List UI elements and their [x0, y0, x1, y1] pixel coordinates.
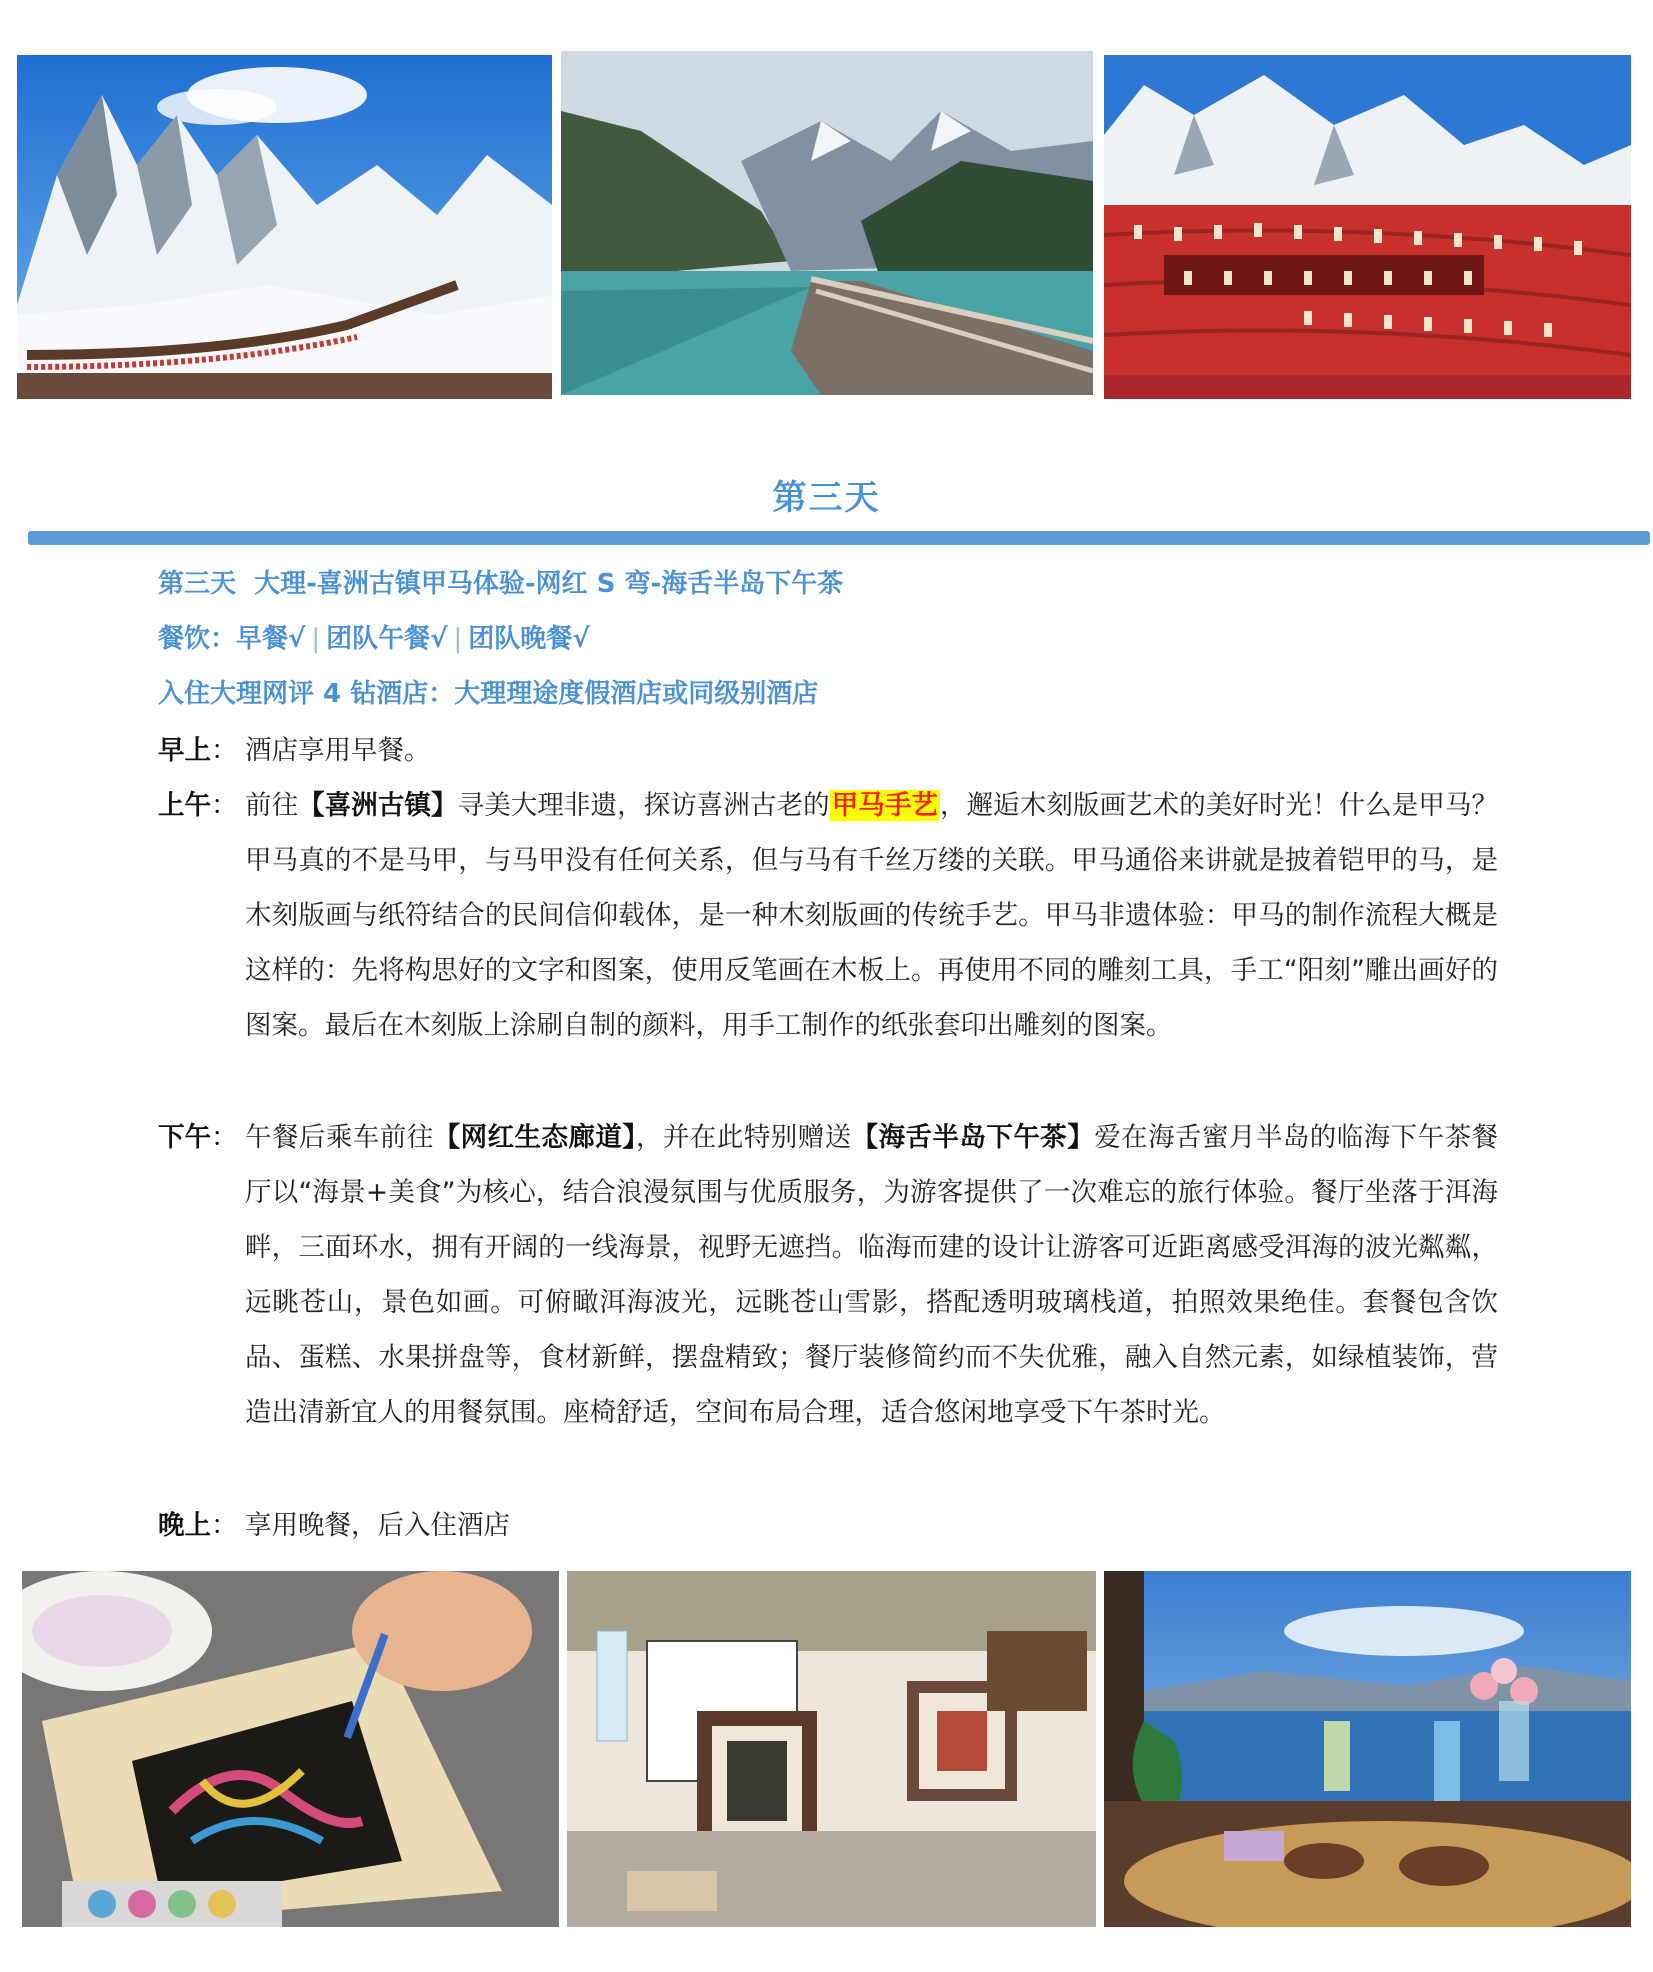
route-summary: 第三天 大理-喜洲古镇甲马体验-网红 S 弯-海舌半岛下午茶	[158, 569, 844, 599]
morning-text: 前往【喜洲古镇】寻美大理非遗，探访喜洲古老的甲马手艺，邂逅木刻版画艺术的美好时光！什么是甲马？甲马真的不是马甲，与马甲没有任何关系，但与马有千丝万缕的关联。甲马通俗来讲就是披着铠甲的马，是木刻版画与纸符结合的民间信仰载体，是一种木刻版画的传统手艺。甲马非遗体验：甲马的制作流程大概是这样的：先将构思好的文字和图案，使用反笔画在木板上。再使用不同的雕刻工具，手工“阳刻”雕出画好的图案。最后在木刻版上涂刷自制的颜料，用手工制作的纸张套印出雕刻的图案。	[245, 790, 1499, 1041]
eco-corridor-name: 【网红生态廊道】	[433, 1122, 637, 1153]
meal-breakfast-check: √	[288, 624, 306, 654]
meal-dinner-check: √	[572, 624, 590, 654]
photo-blue-moon-valley	[561, 51, 1093, 395]
photo-impression-lijiang-stage	[1104, 55, 1631, 399]
afternoon-text: 午餐后乘车前往【网红生态廊道】，并在此特别赠送【海舌半岛下午茶】爱在海舌蜜月半岛的临海下午茶餐厅以“海景+美食”为核心，结合浪漫氛围与优质服务，为游客提供了一次难忘的旅行体验。餐厅坐落于洱海畔，三面环水，拥有开阔的一线海景，视野无遮挡。临海而建的设计让游客可近距离感受洱海的波光粼粼，远眺苍山，景色如画。可俯瞰洱海波光，远眺苍山雪影，搭配透明玻璃栈道，拍照效果绝佳。套餐包含饮品、蛋糕、水果拼盘等，食材新鲜，摆盘精致；餐厅装修简约而不失优雅，融入自然元素，如绿植装饰，营造出清新宜人的用餐氛围。座椅舒适，空间布局合理，适合悠闲地享受下午茶时光。	[245, 1122, 1499, 1428]
early-morning-text: 酒店享用早餐。	[245, 735, 431, 766]
evening-label: 晚上：	[158, 1510, 238, 1541]
xizhou-town-name: 【喜洲古镇】	[298, 790, 458, 821]
meal-separator: |	[453, 624, 463, 654]
afternoon-label: 下午：	[158, 1122, 238, 1153]
photo-woodblock-painting	[22, 1571, 559, 1927]
haishe-tea-name: 【海舌半岛下午茶】	[851, 1122, 1095, 1153]
schedule-afternoon	[158, 1110, 1498, 1440]
day-title: 第三天	[772, 478, 881, 518]
meal-breakfast: 早餐	[236, 624, 289, 654]
early-morning-label: 早上：	[158, 735, 238, 766]
schedule-evening	[158, 1498, 1498, 1553]
photo-snow-mountain-boardwalk	[17, 55, 552, 399]
photo-jiama-frames-display	[567, 1571, 1096, 1927]
title-divider	[28, 531, 1650, 545]
evening-text: 享用晚餐，后入住酒店	[245, 1510, 510, 1541]
photo-lakeside-afternoon-tea	[1104, 1571, 1631, 1927]
meal-separator: |	[311, 624, 321, 654]
hotel-line: 入住大理网评 4 钻酒店：大理理途度假酒店或同级别酒店	[158, 679, 819, 709]
meal-lunch-check: √	[430, 624, 448, 654]
meals-label: 餐饮：	[158, 624, 237, 654]
morning-label: 上午：	[158, 790, 238, 821]
meals-line	[158, 626, 590, 652]
jiama-craft-highlight: 甲马手艺	[831, 790, 939, 821]
meal-dinner: 团队晚餐	[468, 624, 573, 654]
schedule-morning	[158, 778, 1498, 1053]
schedule-early-morning	[158, 723, 1498, 778]
meal-lunch: 团队午餐	[326, 624, 431, 654]
